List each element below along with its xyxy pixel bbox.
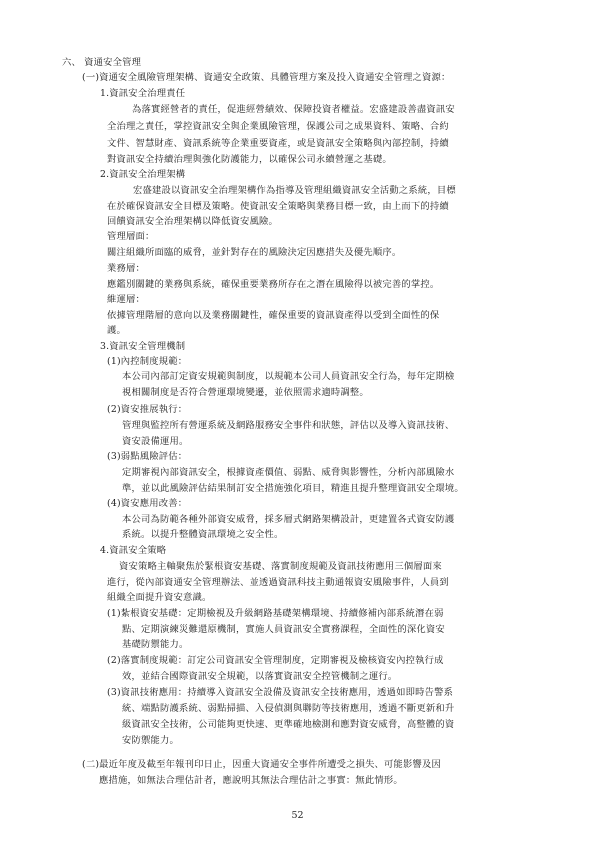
item4-sub3-line: 統、端點防護系統、弱點掃描、入侵偵測與聯防等技術應用，透過不斷更新和升 <box>122 703 455 714</box>
item3-sub1-line: 本公司內部訂定資安規範與制度，以規範本公司人員資訊安全行為，每年定期檢 <box>122 371 455 382</box>
item4-para-line: 組織全面提升資安意識。 <box>107 592 212 603</box>
item3-sub1-title: (1)內控制度規範： <box>107 356 188 367</box>
biz-text: 應鑑別關鍵的業務與系統，確保重要業務所存在之潛在風險得以被完善的掌控。 <box>107 279 440 290</box>
section-heading: 六、 資通安全管理 <box>62 57 142 68</box>
part2-line: 應措施，如無法合理估計者，應說明其無法合理估計之事實：無此情形。 <box>99 775 403 786</box>
item4-para-line: 資安策略主軸聚焦於緊根資安基礎、落實制度規範及資訊技術應用三個層面來 <box>119 561 442 572</box>
item3-sub4-line: 系統。以提升整體資訊環境之安全性。 <box>122 529 284 540</box>
maint-text-line: 依據管理階層的意向以及業務關鍵性，確保重要的資訊資產得以受到全面性的保 <box>107 310 440 321</box>
item1-para-line: 為落實經營者的責任，促進經營績效、保障投資者權益。宏盛建設善盡資訊安 <box>132 104 455 115</box>
item3-title: 3.資訊安全管理機制 <box>100 341 186 352</box>
part2-line: (二)最近年度及截至年報刊印日止，因重大資通安全事件所遭受之損失、可能影響及因 <box>82 759 442 770</box>
maint-label: 維運層： <box>107 294 145 305</box>
item2-para-line: 回饋資訊安全治理架構以降低資安風險。 <box>107 216 278 227</box>
item2-title: 2.資訊安全治理架構 <box>100 169 186 180</box>
item4-sub1-line: 基礎防禦能力。 <box>122 639 189 650</box>
item4-sub3-line: 安防禦能力。 <box>122 735 179 746</box>
item1-para-line: 全治理之責任，掌控資訊安全與企業風險管理，保護公司之成果資料、策略、合約 <box>107 121 449 132</box>
item1-title: 1.資訊安全治理責任 <box>100 88 186 99</box>
item4-sub1-line: (1)紮根資安基礎：定期檢視及升級網路基礎架構環境、持續修補內部系統潛在弱 <box>107 608 444 619</box>
item4-sub2-line: (2)落實制度規範：訂定公司資訊安全管理制度，定期審視及檢核資安內控執行成 <box>107 655 444 666</box>
item3-sub2-line: 資安設備運用。 <box>122 436 189 447</box>
item2-para-line: 在於確保資訊安全目標及策略。使資訊安全策略與業務目標一致，由上而下的持續 <box>107 201 449 212</box>
item3-sub4-title: (4)資安應用改善： <box>107 498 188 509</box>
mgmt-text: 關注組織所面臨的威脅，並針對存在的風險決定因應措失及優先順序。 <box>107 247 402 258</box>
maint-text-line: 護。 <box>107 325 126 336</box>
mgmt-label: 管理層面： <box>107 231 155 242</box>
item3-sub4-line: 本公司為防範各種外部資安威脅，採多層式網路架構設計，更建置各式資安防護 <box>122 514 455 525</box>
item3-sub2-line: 管理與監控所有營運系統及網路服務安全事件和狀態，評估以及導入資訊技術、 <box>122 420 455 431</box>
item3-sub2-title: (2)資安推展執行： <box>107 404 188 415</box>
item1-para-line: 文件、智慧財產、資訊系統等企業重要資產，或是資訊安全策略與內部控制，持續 <box>107 138 449 149</box>
item3-sub3-line: 定期審視內部資訊安全，根據資產價值、弱點、威脅與影響性，分析內部風險水 <box>122 467 455 478</box>
item3-sub1-line: 視相關制度是否符合營運環境變遷，並依照需求適時調整。 <box>122 387 369 398</box>
item3-sub3-title: (3)弱點風險評估： <box>107 451 188 462</box>
item1-para-line: 對資訊安全持續治理與強化防護能力，以確保公司永續營運之基礎。 <box>107 154 392 165</box>
biz-label: 業務層： <box>107 263 145 274</box>
item4-sub2-line: 效，並結合國際資訊安全規範，以落實資訊安全控管機制之運行。 <box>122 671 398 682</box>
item3-sub3-line: 準，並以此風險評估結果制訂安全措施強化項目，精進且提升整理資訊安全環境。 <box>122 483 464 494</box>
part1-heading: (一)資通安全風險管理架構、資通安全政策、具體管理方案及投入資通安全管理之資源： <box>82 72 451 83</box>
item4-sub3-line: (3)資訊技術應用：持續導入資訊安全設備及資訊安全技術應用，透過如即時告警系 <box>107 687 454 698</box>
item4-title: 4.資訊安全策略 <box>100 545 167 556</box>
page-number: 52 <box>291 810 304 821</box>
item4-sub3-line: 級資訊安全技術，公司能夠更快速、更準確地檢測和應對資安威脅，高整體的資 <box>122 719 455 730</box>
item4-para-line: 進行，從內部資通安全管理辦法、並透過資訊科技主動通報資安風險事件，人員到 <box>107 577 449 588</box>
item4-sub1-line: 點、定期演練災難還原機制，實施人員資訊安全實務課程，全面性的深化資安 <box>122 624 445 635</box>
item2-para-line: 宏盛建設以資訊安全治理架構作為指導及管理組織資訊安全活動之系統，目標 <box>133 185 456 196</box>
